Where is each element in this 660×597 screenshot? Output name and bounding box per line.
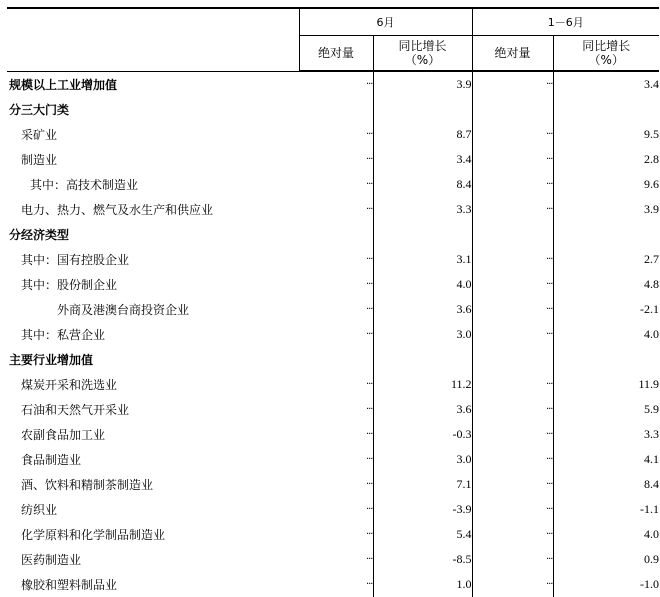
- header-row-periods: [7, 8, 659, 36]
- abs-jan-june: ···: [472, 472, 553, 497]
- pct-jan-june: 2.7: [644, 252, 659, 266]
- pct-jan-june: 3.4: [644, 77, 659, 91]
- abs-june: ···: [299, 447, 373, 472]
- pct-june: 1.0: [373, 572, 472, 597]
- abs-jan-june: ···: [472, 572, 553, 597]
- abs-june: ···: [299, 397, 373, 422]
- header-pct-jan-june: [553, 36, 659, 72]
- pct-jan-june: 9.5: [644, 127, 659, 141]
- pct-june: 3.1: [373, 247, 472, 272]
- header-blank-cell: [7, 8, 299, 71]
- table-row: [7, 522, 659, 547]
- table-row: [7, 397, 659, 422]
- abs-jan-june: ···: [472, 447, 553, 472]
- abs-jan-june: ···: [472, 522, 553, 547]
- pct-june: [373, 222, 472, 247]
- pct-june: 3.6: [373, 397, 472, 422]
- pct-jan-june: 9.6: [644, 177, 659, 191]
- row-label: 农副食品加工业: [21, 428, 106, 442]
- abs-june: ···: [299, 547, 373, 572]
- table-row-section: [7, 347, 659, 372]
- table-row: [7, 172, 659, 197]
- abs-june: ···: [299, 497, 373, 522]
- pct-jan-june: 4.1: [644, 452, 659, 466]
- table-row: [7, 297, 659, 322]
- row-label: 其中：私营企业: [21, 328, 106, 342]
- header-abs-june: 绝对量: [299, 36, 373, 72]
- pct-june: 3.0: [373, 322, 472, 347]
- row-label: 橡胶和塑料制品业: [21, 578, 118, 592]
- row-label: 外商及港澳台商投资企业: [57, 303, 190, 317]
- abs-june: ···: [299, 422, 373, 447]
- pct-jan-june: 4.8: [644, 277, 659, 291]
- abs-june: [299, 347, 373, 372]
- pct-june: 4.0: [373, 272, 472, 297]
- abs-jan-june: ···: [472, 297, 553, 322]
- pct-jan-june: 0.9: [644, 552, 659, 566]
- section-label: 分三大门类: [9, 103, 70, 117]
- section-label: 分经济类型: [9, 228, 70, 242]
- pct-june: 3.9: [373, 71, 472, 97]
- header-period-jan-june: 1－6月: [472, 8, 659, 36]
- abs-june: ···: [299, 322, 373, 347]
- header-period-june: 6月: [299, 8, 472, 36]
- row-label: 纺织业: [21, 503, 58, 517]
- pct-jan-june: [553, 222, 659, 247]
- table-row: [7, 547, 659, 572]
- table-row: [7, 272, 659, 297]
- table-row: [7, 247, 659, 272]
- abs-jan-june: ···: [472, 547, 553, 572]
- table-row: [7, 572, 659, 597]
- row-label: 其中：高技术制造业: [30, 178, 139, 192]
- pct-jan-june: 3.9: [644, 202, 659, 216]
- abs-june: ···: [299, 472, 373, 497]
- table-row: [7, 472, 659, 497]
- abs-june: [299, 97, 373, 122]
- pct-june: 3.4: [373, 147, 472, 172]
- row-label: 规模以上工业增加值: [9, 77, 118, 92]
- abs-jan-june: ···: [472, 122, 553, 147]
- abs-june: ···: [299, 372, 373, 397]
- abs-june: ···: [299, 247, 373, 272]
- pct-june: 3.6: [373, 297, 472, 322]
- pct-jan-june: 4.0: [644, 327, 659, 341]
- section-label: 主要行业增加值: [9, 353, 94, 367]
- abs-jan-june: ···: [472, 322, 553, 347]
- abs-june: ···: [299, 147, 373, 172]
- row-label: 医药制造业: [21, 553, 82, 567]
- table-row: [7, 197, 659, 222]
- abs-june: ···: [299, 197, 373, 222]
- row-label: 电力、热力、燃气及水生产和供应业: [21, 203, 214, 217]
- pct-june: -0.3: [373, 422, 472, 447]
- industrial-stats-table: [7, 7, 659, 597]
- abs-june: ···: [299, 122, 373, 147]
- abs-june: [299, 222, 373, 247]
- pct-jan-june: -2.1: [640, 302, 659, 316]
- pct-jan-june: 5.9: [644, 402, 659, 416]
- pct-june: -8.5: [373, 547, 472, 572]
- row-label: 化学原料和化学制品制造业: [21, 528, 166, 542]
- pct-june: 11.2: [373, 372, 472, 397]
- abs-jan-june: ···: [472, 422, 553, 447]
- table-row-section: [7, 222, 659, 247]
- pct-jan-june: 4.0: [644, 527, 659, 541]
- abs-jan-june: ···: [472, 247, 553, 272]
- row-label: 酒、饮料和精制茶制造业: [21, 478, 154, 492]
- pct-june: [373, 97, 472, 122]
- row-label: 采矿业: [21, 128, 58, 142]
- header-pct-june: [373, 36, 472, 72]
- table-row: [7, 422, 659, 447]
- pct-jan-june: 11.9: [638, 377, 659, 391]
- row-label: 煤炭开采和洗选业: [21, 378, 118, 392]
- abs-june: ···: [299, 297, 373, 322]
- abs-june: ···: [299, 272, 373, 297]
- row-label: 其中：股份制企业: [21, 278, 118, 292]
- row-label: 制造业: [21, 153, 58, 167]
- pct-jan-june: 3.3: [644, 427, 659, 441]
- table-row: [7, 147, 659, 172]
- header-pct-label: 同比增长: [582, 39, 631, 53]
- abs-jan-june: ···: [472, 147, 553, 172]
- pct-june: 8.4: [373, 172, 472, 197]
- pct-jan-june: -1.1: [640, 502, 659, 516]
- abs-jan-june: [472, 347, 553, 372]
- abs-jan-june: ···: [472, 272, 553, 297]
- abs-june: ···: [299, 572, 373, 597]
- header-pct-label: 同比增长: [398, 39, 447, 53]
- pct-june: 3.3: [373, 197, 472, 222]
- header-abs-jan-june: 绝对量: [472, 36, 553, 72]
- pct-jan-june: 2.8: [644, 152, 659, 166]
- pct-jan-june: [553, 97, 659, 122]
- abs-jan-june: ···: [472, 372, 553, 397]
- pct-jan-june: [553, 347, 659, 372]
- table-row: [7, 322, 659, 347]
- row-label: 其中：国有控股企业: [21, 253, 130, 267]
- pct-jan-june: -1.0: [640, 577, 659, 591]
- table-row: [7, 372, 659, 397]
- table-row: [7, 71, 659, 97]
- pct-june: 5.4: [373, 522, 472, 547]
- header-pct-unit: （%）: [588, 53, 624, 67]
- abs-june: ···: [299, 172, 373, 197]
- abs-jan-june: ···: [472, 497, 553, 522]
- abs-jan-june: ···: [472, 197, 553, 222]
- abs-jan-june: ···: [472, 172, 553, 197]
- table-row: [7, 122, 659, 147]
- pct-june: [373, 347, 472, 372]
- header-pct-unit: （%）: [404, 53, 441, 67]
- table-row: [7, 447, 659, 472]
- table-row: [7, 497, 659, 522]
- pct-june: 7.1: [373, 472, 472, 497]
- row-label: 石油和天然气开采业: [21, 403, 130, 417]
- pct-june: 8.7: [373, 122, 472, 147]
- abs-jan-june: ···: [472, 397, 553, 422]
- pct-june: 3.0: [373, 447, 472, 472]
- abs-jan-june: ···: [472, 71, 553, 97]
- table-row-section: [7, 97, 659, 122]
- abs-jan-june: [472, 97, 553, 122]
- pct-june: -3.9: [373, 497, 472, 522]
- row-label: 食品制造业: [21, 453, 82, 467]
- abs-jan-june: [472, 222, 553, 247]
- abs-june: ···: [299, 522, 373, 547]
- abs-june: ···: [299, 71, 373, 97]
- pct-jan-june: 8.4: [644, 477, 659, 491]
